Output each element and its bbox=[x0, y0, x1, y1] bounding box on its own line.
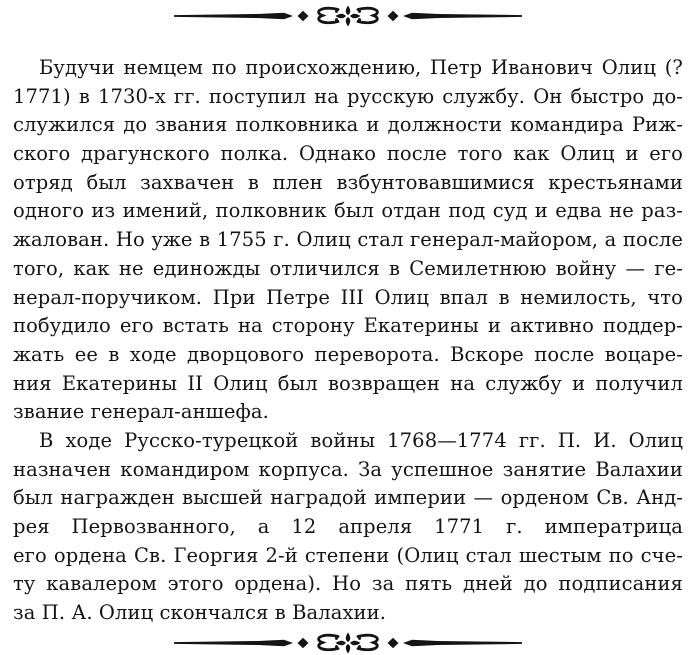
paragraph-1 bbox=[13, 54, 683, 427]
paragraph-2 bbox=[13, 427, 683, 628]
bottom-divider bbox=[13, 631, 683, 655]
fleuron-divider-icon bbox=[172, 4, 524, 28]
text-line: ского драгунского полка. Однако после того как Олиц и его bbox=[13, 142, 683, 166]
text-line: Будучи немцем по происхождению, Петр Иванович Олиц (? bbox=[39, 56, 683, 79]
text-line: был награжден высшей наградой империи — орденом Св. Анд- bbox=[13, 486, 683, 510]
text-line: назначен командиром корпуса. За успешное занятие Валахии bbox=[13, 457, 683, 481]
text-line: отряд был захвачен в плен взбунтовавшимися крестьянами bbox=[13, 170, 683, 194]
text-line: звание генерал-аншефа. bbox=[13, 400, 269, 424]
text-line: одного из имений, полковник был отдан под суд и едва не раз- bbox=[13, 199, 683, 223]
text-line: 1771) в 1730-х гг. поступил на русскую службу. Он быстро до- bbox=[13, 84, 683, 108]
text-line: служился до звания полковника и должности командира Риж- bbox=[13, 113, 683, 137]
text-line: жалован. Но уже в 1755 г. Олиц стал генерал-майором, а после bbox=[13, 228, 683, 252]
text-line: нерал-поручиком. При Петре III Олиц впал в немилость, что bbox=[13, 285, 683, 309]
top-divider bbox=[13, 4, 683, 28]
text-line: жать ее в ходе дворцового переворота. Вскоре после воцаре- bbox=[13, 342, 683, 366]
fleuron-divider-icon bbox=[172, 631, 524, 655]
text-line: за П. А. Олиц скончался в Валахии. bbox=[13, 601, 387, 625]
text-line: ту кавалером этого ордена). Но за пять дней до подписания bbox=[13, 572, 683, 596]
text-line: его ордена Св. Георгия 2-й степени (Олиц стал шестым по сче- bbox=[13, 543, 683, 567]
text-line: побудило его встать на сторону Екатерины и активно поддер- bbox=[13, 314, 683, 338]
text-line: рея Первозванного, а 12 апреля 1771 г. императрица bbox=[13, 515, 683, 538]
biography-text bbox=[13, 54, 683, 628]
text-line: того, как не единожды отличился в Семилетнюю войну — ге- bbox=[13, 256, 683, 280]
text-line: В ходе Русско-турецкой войны 1768—1774 гг. П. И. Олиц bbox=[39, 428, 683, 452]
text-line: ния Екатерины II Олиц был возвращен на службу и получил bbox=[13, 371, 683, 395]
